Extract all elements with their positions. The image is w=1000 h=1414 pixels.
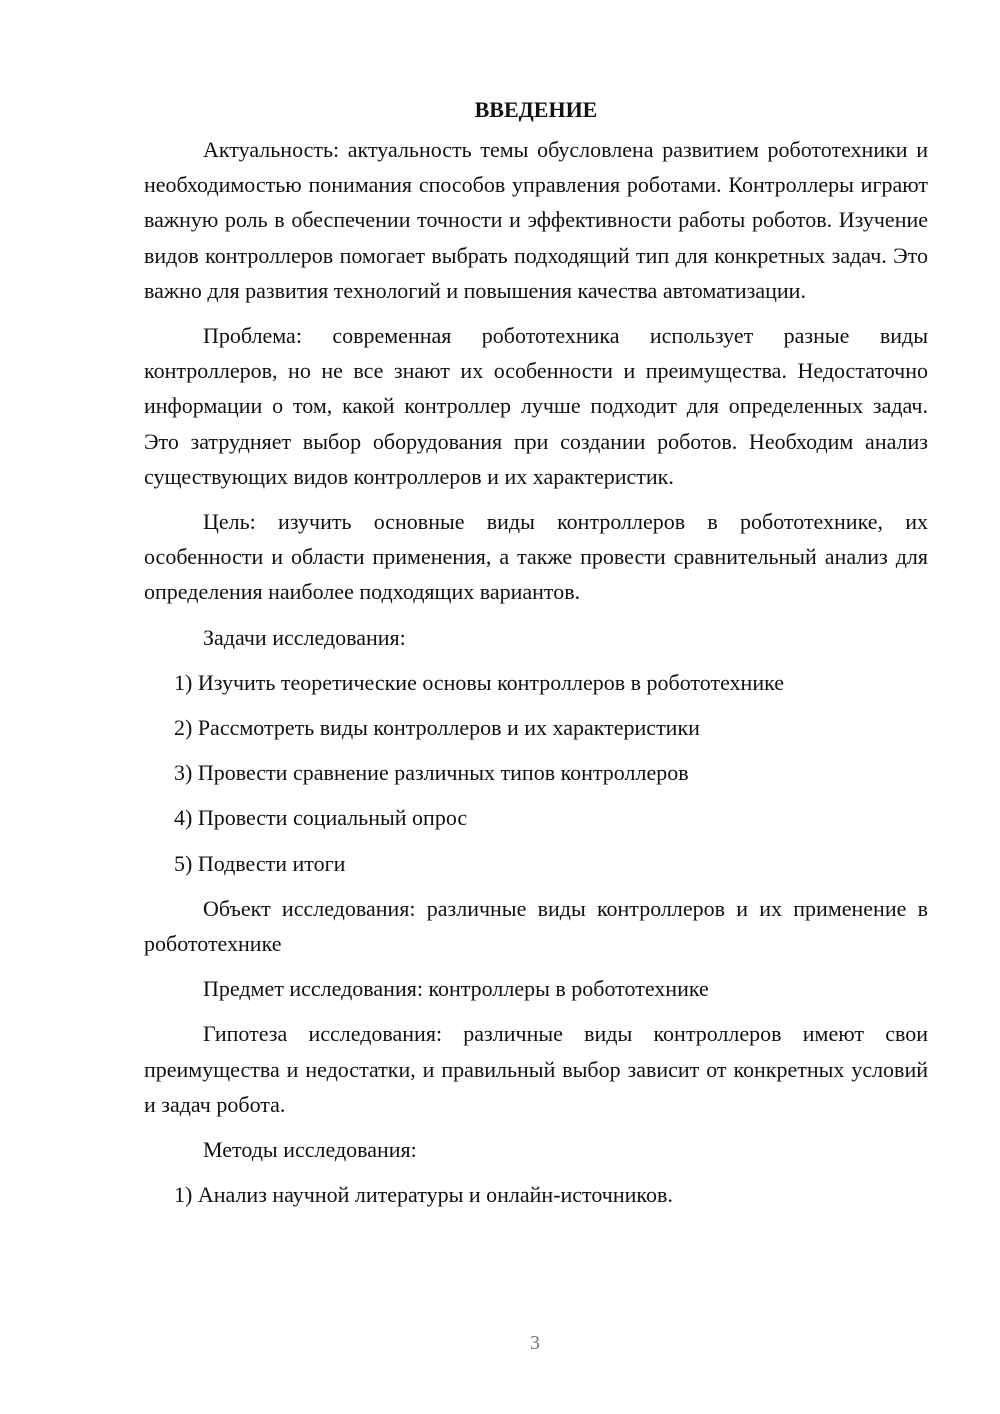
document-page [144, 94, 928, 1222]
paragraph-relevance: Актуальность: актуальность темы обусловлена развитием робототехники и необходимостью понимания способов управления роботами. Контроллеры играют важную роль в обеспечении точности и эффективности работы роботов. Изучение видов контроллеров помогает выбрать подходящий тип для конкретных задач. Это важно для развития технологий и повышения качества автоматизации. [144, 137, 928, 303]
paragraph-hypothesis: Гипотеза исследования: различные виды контроллеров имеют свои преимущества и недостатки, и правильный выбор зависит от конкретных условий и задач робота. [144, 1021, 928, 1117]
task-item-2: 2) Рассмотреть виды контроллеров и их характеристики [174, 715, 700, 741]
task-item-1: 1) Изучить теоретические основы контроллеров в робототехнике [174, 669, 784, 695]
paragraph-subject: Предмет исследования: контроллеры в робототехнике [203, 976, 709, 1002]
method-item-1: 1) Анализ научной литературы и онлайн-источников. [174, 1182, 673, 1208]
methods-list [144, 1177, 928, 1212]
page-number: 3 [530, 1332, 540, 1354]
task-item-3: 3) Провести сравнение различных типов контроллеров [174, 760, 689, 786]
tasks-list [144, 665, 928, 881]
tasks-heading: Задачи исследования: [203, 624, 406, 650]
methods-heading: Методы исследования: [203, 1137, 417, 1163]
task-item-4: 4) Провести социальный опрос [174, 805, 468, 831]
paragraph-goal: Цель: изучить основные виды контроллеров в робототехнике, их особенности и области применения, а также провести сравнительный анализ для определения наиболее подходящих вариантов. [144, 509, 928, 605]
task-item-5: 5) Подвести итоги [174, 850, 346, 876]
document-title: ВВЕДЕНИЕ [474, 97, 598, 122]
paragraph-problem: Проблема: современная робототехника использует разные виды контроллеров, но не все знают их особенности и преимущества. Недостаточно информации о том, какой контроллер лучше подходит для определенных задач. Это затрудняет выбор оборудования при создании роботов. Необходим анализ существующих видов контроллеров и их характеристик. [144, 323, 928, 489]
paragraph-object: Объект исследования: различные виды контроллеров и их применение в робототехнике [144, 895, 928, 957]
